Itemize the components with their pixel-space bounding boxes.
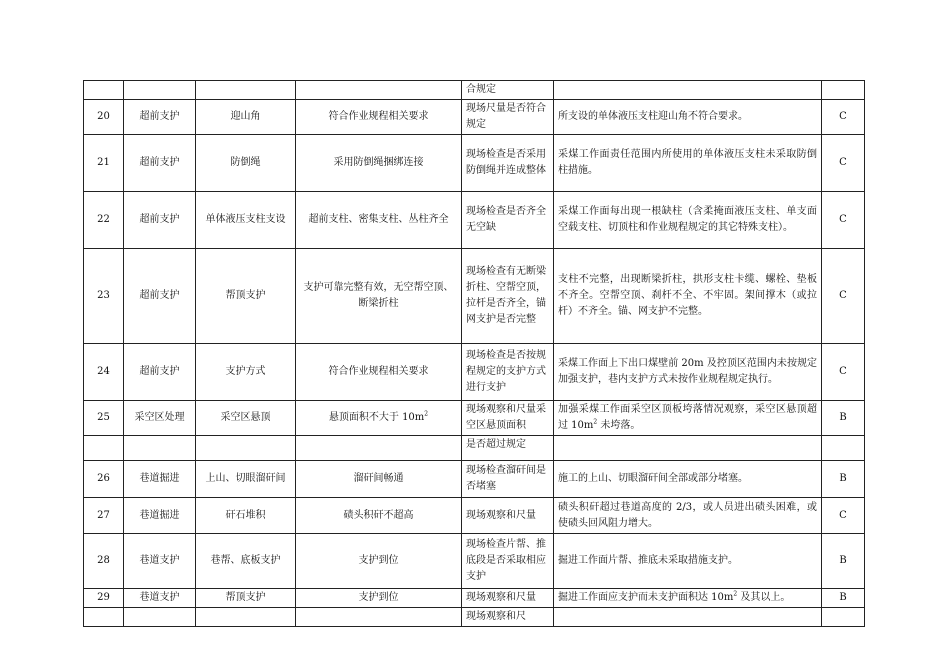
standard-cell: 符合作业规程相关要求 [296, 344, 462, 401]
grade-cell [822, 81, 865, 100]
grade-cell [822, 608, 865, 627]
category-cell: 超前支护 [124, 135, 196, 192]
category-cell: 超前支护 [124, 192, 196, 249]
method-cell: 现场观察和尺量采空区悬顶面积 [462, 401, 554, 436]
standard-cell [296, 81, 462, 100]
method-cell: 是否超过规定 [462, 436, 554, 461]
grade-cell: B [822, 461, 865, 498]
method-cell: 现场检查溜矸间是否堵塞 [462, 461, 554, 498]
table-row [84, 461, 865, 498]
method-cell: 现场检查是否采用防倒绳并连成整体 [462, 135, 554, 192]
item-cell: 采空区悬顶 [196, 401, 296, 436]
method-cell: 合规定 [462, 81, 554, 100]
table-row [84, 498, 865, 534]
superscript-2: 2 [593, 418, 598, 426]
grade-cell [822, 436, 865, 461]
table-row [84, 135, 865, 192]
item-cell: 单体液压支柱支设 [196, 192, 296, 249]
row-number: 21 [84, 135, 124, 192]
category-cell: 巷道支护 [124, 589, 196, 608]
item-cell: 矸石堆积 [196, 498, 296, 534]
item-cell: 帮顶支护 [196, 589, 296, 608]
row-number: 22 [84, 192, 124, 249]
category-cell [124, 608, 196, 627]
method-cell: 现场检查有无断梁折柱、空帮空顶，拉杆是否齐全，锚网支护是否完整 [462, 249, 554, 344]
finding-cell: 施工的上山、切眼溜矸间全部或部分堵塞。 [554, 461, 822, 498]
standard-cell [296, 436, 462, 461]
item-cell: 帮顶支护 [196, 249, 296, 344]
grade-cell: C [822, 192, 865, 249]
standard-cell: 支护可靠完整有效，无空帮空顶、断梁折柱 [296, 249, 462, 344]
method-cell: 现场检查是否齐全无空缺 [462, 192, 554, 249]
row-number: 26 [84, 461, 124, 498]
finding-cell: 采煤工作面责任范围内所使用的单体液压支柱未采取防倒柱措施。 [554, 135, 822, 192]
item-cell: 支护方式 [196, 344, 296, 401]
category-cell: 巷道掘进 [124, 461, 196, 498]
row-number [84, 608, 124, 627]
grade-cell: C [822, 498, 865, 534]
table-row [84, 192, 865, 249]
method-cell: 现场尺量是否符合规定 [462, 100, 554, 135]
standard-cell: 超前支柱、密集支柱、丛柱齐全 [296, 192, 462, 249]
finding-cell: 碛头积矸超过巷道高度的 2/3，或人员进出碛头困难，或使碛头回风阻力增大。 [554, 498, 822, 534]
grade-cell: C [822, 344, 865, 401]
item-cell [196, 608, 296, 627]
item-cell: 迎山角 [196, 100, 296, 135]
standard-cell [296, 608, 462, 627]
finding-cell [554, 589, 822, 608]
grade-cell: B [822, 401, 865, 436]
standard-cell: 采用防倒绳捆绑连接 [296, 135, 462, 192]
finding-cell [554, 436, 822, 461]
inspection-table [83, 80, 865, 627]
category-cell: 超前支护 [124, 344, 196, 401]
superscript-2: 2 [424, 410, 429, 418]
standard-cell: 支护到位 [296, 534, 462, 589]
item-cell: 巷帮、底板支护 [196, 534, 296, 589]
row-number [84, 81, 124, 100]
standard-cell: 支护到位 [296, 589, 462, 608]
grade-cell: B [822, 589, 865, 608]
finding-cell: 采煤工作面上下出口煤壁前 20m 及控顶区范围内未按规定加强支护，巷内支护方式未按作业规程规定执行。 [554, 344, 822, 401]
category-cell: 采空区处理 [124, 401, 196, 436]
category-cell: 巷道支护 [124, 534, 196, 589]
table-row [84, 81, 865, 100]
category-cell: 超前支护 [124, 249, 196, 344]
standard-cell: 碛头积矸不超高 [296, 498, 462, 534]
table-row [84, 249, 865, 344]
row-number: 29 [84, 589, 124, 608]
item-cell [196, 436, 296, 461]
item-cell: 防倒绳 [196, 135, 296, 192]
method-cell: 现场观察和尺 [462, 608, 554, 627]
table-row [84, 608, 865, 627]
category-cell: 巷道掘进 [124, 498, 196, 534]
method-cell: 现场检查片帮、推底段是否采取相应支护 [462, 534, 554, 589]
finding-text-tail: 未垮落。 [597, 420, 641, 431]
finding-cell [554, 401, 822, 436]
superscript-2: 2 [733, 590, 738, 598]
category-cell [124, 81, 196, 100]
table-row [84, 589, 865, 608]
standard-text: 悬顶面积不大于 10m [328, 412, 425, 423]
row-number: 28 [84, 534, 124, 589]
finding-cell: 采煤工作面每出现一根缺柱（含柔掩面液压支柱、单支面空载支柱、切顶柱和作业规程规定的其它特殊支柱）。 [554, 192, 822, 249]
table-row [84, 401, 865, 436]
row-number: 20 [84, 100, 124, 135]
row-number: 23 [84, 249, 124, 344]
method-cell: 现场观察和尺量 [462, 498, 554, 534]
item-cell [196, 81, 296, 100]
method-cell: 现场检查是否按规程规定的支护方式进行支护 [462, 344, 554, 401]
table-row [84, 534, 865, 589]
finding-cell [554, 81, 822, 100]
table-row [84, 100, 865, 135]
finding-cell: 掘进工作面片帮、推底未采取措施支护。 [554, 534, 822, 589]
method-cell: 现场观察和尺量 [462, 589, 554, 608]
standard-cell [296, 401, 462, 436]
grade-cell: C [822, 100, 865, 135]
table-row [84, 344, 865, 401]
grade-cell: C [822, 249, 865, 344]
finding-text-tail: 及其以上。 [737, 592, 791, 603]
finding-text: 掘进工作面应支护而未支护面积达 10m [558, 592, 734, 603]
standard-cell: 符合作业规程相关要求 [296, 100, 462, 135]
category-cell: 超前支护 [124, 100, 196, 135]
category-cell [124, 436, 196, 461]
finding-cell: 支柱不完整，出现断梁折柱，拱形支柱卡缆、螺栓、垫板不齐全。空帮空顶、刹杆不全、不牢固。架间撑木（或拉杆）不齐全。锚、网支护不完整。 [554, 249, 822, 344]
finding-cell [554, 608, 822, 627]
item-cell: 上山、切眼溜矸间 [196, 461, 296, 498]
grade-cell: C [822, 135, 865, 192]
grade-cell: B [822, 534, 865, 589]
row-number: 25 [84, 401, 124, 436]
standard-cell: 溜矸间畅通 [296, 461, 462, 498]
finding-cell: 所支设的单体液压支柱迎山角不符合要求。 [554, 100, 822, 135]
table-row [84, 436, 865, 461]
finding-text: 加强采煤工作面采空区顶板垮落情况观察，采空区悬顶超过 10m [558, 404, 817, 431]
row-number: 27 [84, 498, 124, 534]
row-number [84, 436, 124, 461]
row-number: 24 [84, 344, 124, 401]
